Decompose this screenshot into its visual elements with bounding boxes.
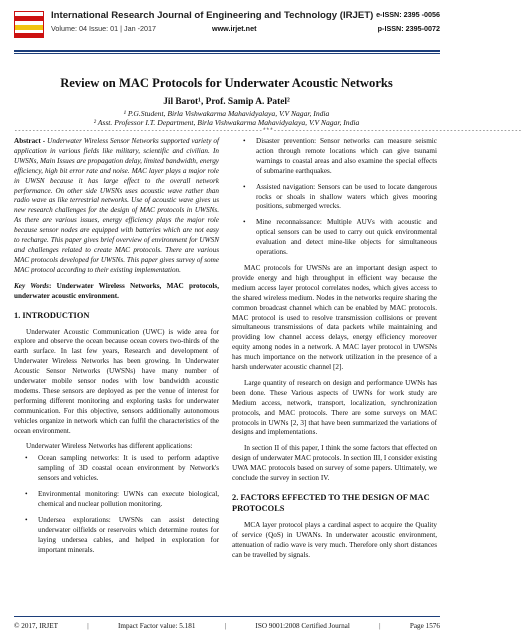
bullet-icon: • <box>243 137 246 145</box>
footer-separator: | <box>379 622 381 630</box>
list-item <box>14 490 219 510</box>
journal-name: International Research Journal of Engineering and Technology (IRJET) <box>51 10 374 21</box>
abstract <box>14 137 219 276</box>
bullet-icon: • <box>25 515 28 524</box>
bullet-icon: • <box>243 218 246 227</box>
footer-impact-factor: Impact Factor value: 5.181 <box>117 622 196 630</box>
list-item-text: Disaster prevention: Sensor networks can measure seismic action through remote locations which can give tsunami warnings to coastal areas and also examine the special effects of submarine earthquakes. <box>256 137 437 175</box>
p-issn: p-ISSN: 2395-0072 <box>377 24 440 33</box>
header-rule-thin <box>14 53 440 54</box>
footer-copyright: © 2017, IRJET <box>14 622 58 630</box>
applications-list-continued <box>232 137 437 258</box>
paper-title: Review on MAC Protocols for Underwater Acoustic Networks <box>60 76 393 90</box>
page-footer <box>14 622 440 630</box>
bullet-icon: • <box>243 182 246 191</box>
list-item <box>232 137 437 177</box>
irjet-logo-icon <box>14 11 44 38</box>
list-item-text: Undersea explorations: UWSNs can assist detecting underwater oilfields or reservoirs which determine routes for laying undersea cables, and helped in exploration for important minerals. <box>38 515 219 554</box>
list-item <box>232 218 437 258</box>
list-item-text: Mine reconnaissance: Multiple AUVs with acoustic and optical sensors can be used to carry out quick environmental evaluation and detect mine-like objects for simultaneous operations. <box>256 218 437 257</box>
affiliation-2: ² Asst. Professor I.T. Department, Birla Vishwakarma Mahavidyalaya, V.V Nagar, India <box>93 118 360 127</box>
abstract-text: Underwater Wireless Sensor Networks supported variety of application in various fields like military, scientific and civilian. In UWSNs, Main Issues are propagation delay, limited bandwidth, energy efficiency, high bit error rate and noise. MAC layer plays a major role in UWSN because it has large effect to the overall network performance. On other side UWSNs uses acoustic wave rather than radio wave as like terrestrial networks. Use of acoustic wave gives us new research challenges for the design of MAC protocols in UWSNs. As there are various issues, energy efficiency plays the major role because sensor nodes are equipped with batteries which are not easy to recharge. This paper gives brief overview of environment for UWSN and challenges related to create MAC protocols. There are various MAC protocols developed for UWSNs. This paper gives survey of some MAC protocol according to their existing implementation. <box>14 137 220 274</box>
bullet-icon: • <box>25 454 28 463</box>
bullet-icon: • <box>25 490 28 499</box>
list-item-text: Assisted navigation: Sensors can be used to locate dangerous rocks or shoals in shallow waters which gives mooring positions, submerged wrecks. <box>256 182 437 211</box>
applications-list <box>14 454 219 555</box>
factors-paragraph-1: MCA layer protocol plays a cardinal aspect to acquire the Quality of service (QoS) in UWANs. In underwater acoustic environment, attenuation of radio wave is very much. Therefore only short distances can be travelled by signals. <box>232 521 437 559</box>
list-item-text: Ocean sampling networks: It is used to perform adaptive sampling of 3D coastal ocean environment by Network's sensors and vehicles. <box>38 454 219 483</box>
footer-page-number: Page 1576 <box>409 622 440 630</box>
intro-paragraph-4: Large quantity of research on design and performance UWNs has been done. These Various aspects of UWNs for work study are Medium access, network, transport, localization, synchronization protocols, and MAC protocols. There are some surveys on MAC protocols in UWNs [2, 3] that have been summarized the variations of designs and implementations. <box>232 378 437 437</box>
journal-header <box>14 9 440 47</box>
section-separator: ---------------------------------------------------------------------***--------------------------------------------------------------------- <box>14 127 522 134</box>
footer-separator: | <box>224 622 227 630</box>
paper-authors: Jil Barot¹, Prof. Samip A. Patel² <box>163 97 290 107</box>
left-column <box>14 137 219 562</box>
e-issn: e-ISSN: 2395 -0056 <box>376 10 440 19</box>
journal-volume: Volume: 04 Issue: 01 | Jan -2017 <box>51 24 156 33</box>
affiliation-1: ¹ P.G.Student, Birla Vishwakarma Mahavidyalaya, V.V Nagar, India <box>123 109 330 118</box>
keywords-text: : Underwater Wireless Networks, MAC protocols, underwater acoustic environment. <box>14 281 219 300</box>
intro-paragraph-5: In section II of this paper, I think the some factors that effected on design of underwater MAC protocols. In section III, I consider existing UWA MAC protocols based on survey of some papers. Ultimately, we conclude the survey in section IV. <box>232 444 437 483</box>
keywords <box>14 282 219 302</box>
journal-website[interactable]: www.irjet.net <box>212 24 257 33</box>
footer-iso: ISO 9001:2008 Certified Journal <box>255 622 350 630</box>
list-item <box>232 183 437 213</box>
footer-separator: | <box>87 622 89 630</box>
list-item <box>14 516 219 556</box>
list-item <box>14 454 219 484</box>
footer-rule <box>14 616 440 617</box>
section-heading-introduction: 1. INTRODUCTION <box>14 310 90 320</box>
abstract-label: Abstract - <box>14 137 46 145</box>
section-heading-factors: 2. FACTORS EFFECTED TO THE DESIGN OF MAC PROTOCOLS <box>232 493 430 513</box>
keywords-label: Key Words <box>14 281 49 290</box>
header-rule <box>14 50 440 52</box>
list-item-text: Environmental monitoring: UWNs can execute biological, chemical and nuclear pollution monitoring. <box>38 490 219 508</box>
intro-paragraph-1: Underwater Acoustic Communication (UWC) is wide area for explore and observe the ocean because ocean covers two-thirds of the earth surface. In last few years, Research and development of Underwater Wireless Networks has been growing. In Underwater Acoustic Sensor Networks (UWSNs) have many number of underwater mobile sensor nodes with low bandwidth acoustic modems. These sensors are deployed as per the venue of interest for performing different monitoring and exploring tasks for underwater communication. For this objective, sensors additionally autonomous vehicles organize in network which can fulfil the characteristics of the ocean environment. <box>14 327 219 435</box>
right-column <box>232 137 437 567</box>
intro-paragraph-3: MAC protocols for UWSNs are an important design aspect to provide energy and high throughput in efficient way because the medium access layer protocol correlates nodes, which gives access to the shared wireless medium. Nodes in the networks require sharing the common broadcast channel which can be enabled by MAC protocols. MAC protocol is used to resolve transmission collisions or prevent simultaneous transmissions of data packets while maintaining and providing low channel access delays, energy efficiency moreover equity among nodes in a network. A MAC layer protocol in UWSNs has much importance on the network utilization in the presence of a harsh underwater acoustic channel [2]. <box>232 263 437 372</box>
intro-paragraph-2: Underwater Wireless Networks has different applications: <box>26 442 193 451</box>
